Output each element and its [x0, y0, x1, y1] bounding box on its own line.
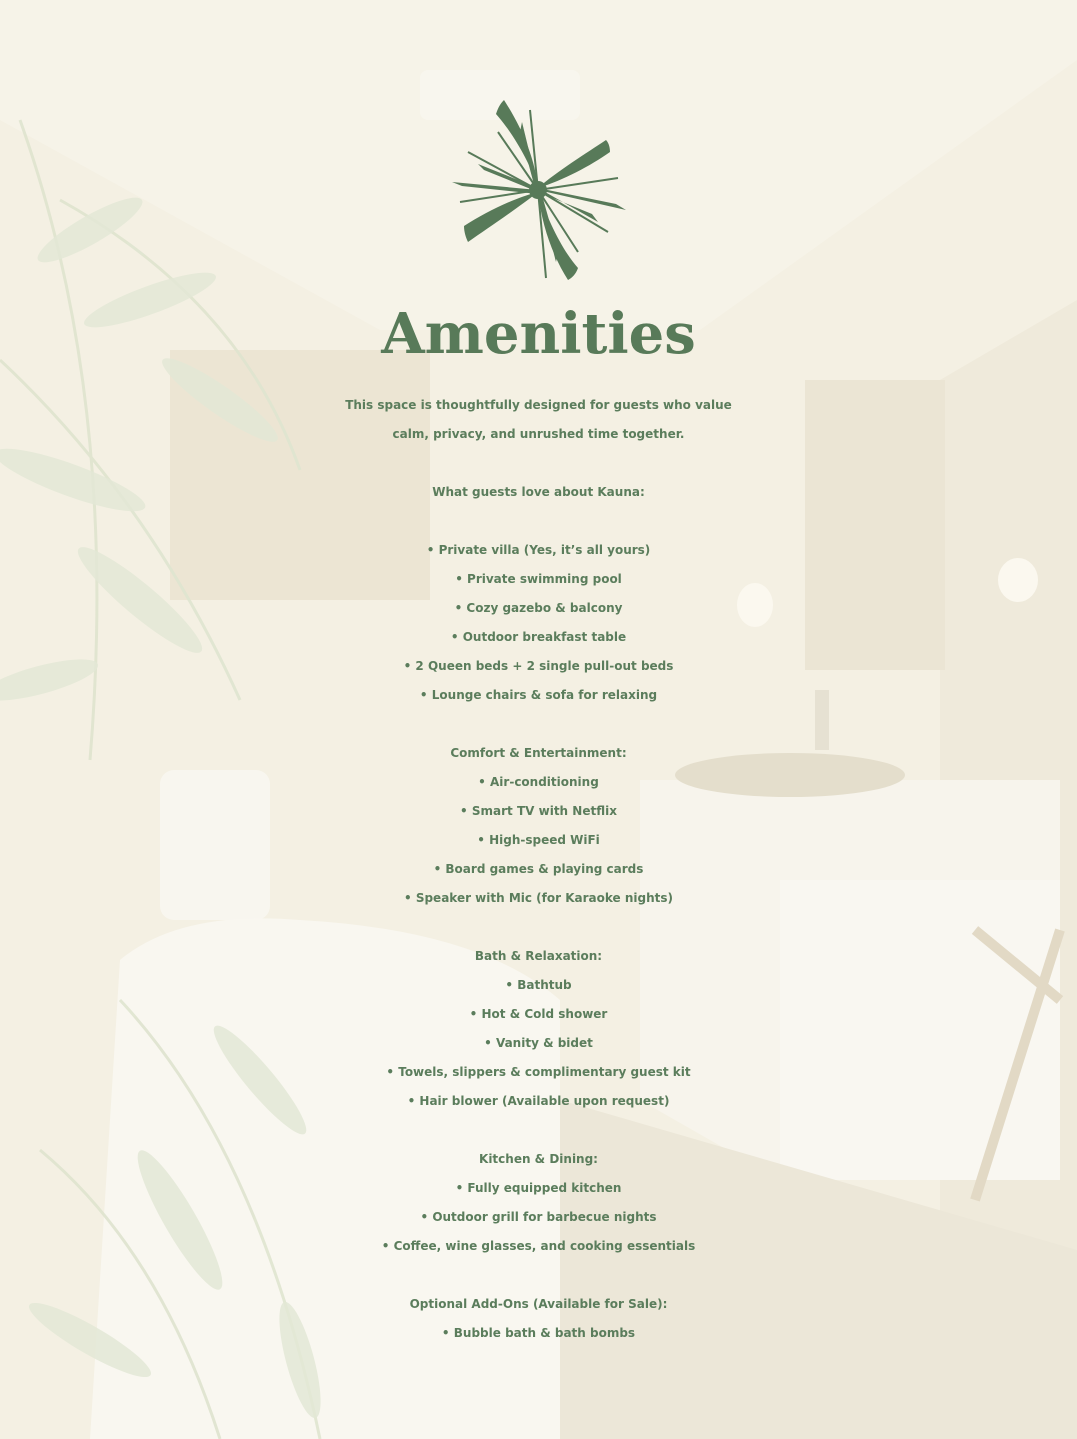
amenity-item: • Vanity & bidet — [484, 1036, 593, 1050]
amenity-item: • High-speed WiFi — [477, 833, 600, 847]
spacer — [0, 1261, 1077, 1290]
spacer — [0, 507, 1077, 536]
amenity-item: • Hot & Cold shower — [469, 1007, 608, 1021]
amenity-item: • 2 Queen beds + 2 single pull-out beds — [403, 659, 674, 673]
amenity-item: • Fully equipped kitchen — [455, 1181, 622, 1195]
amenity-section — [0, 942, 1077, 1145]
amenity-sections — [0, 478, 1077, 1348]
section-heading: What guests love about Kauna: — [432, 485, 645, 499]
amenity-item: • Bathtub — [505, 978, 572, 992]
amenity-item: • Hair blower (Available upon request) — [407, 1094, 670, 1108]
spacer — [0, 1116, 1077, 1145]
amenity-item: • Air-conditioning — [478, 775, 599, 789]
amenity-item: • Outdoor grill for barbecue nights — [420, 1210, 657, 1224]
amenity-section — [0, 1290, 1077, 1348]
spacer — [0, 710, 1077, 739]
amenity-item: • Speaker with Mic (for Karaoke nights) — [403, 891, 674, 905]
amenity-item: • Bubble bath & bath bombs — [441, 1326, 636, 1340]
section-heading: Optional Add-Ons (Available for Sale): — [409, 1297, 668, 1311]
amenity-item: • Coffee, wine glasses, and cooking essentials — [381, 1239, 696, 1253]
amenity-item: • Outdoor breakfast table — [450, 630, 627, 644]
amenity-section — [0, 478, 1077, 739]
amenity-item: • Cozy gazebo & balcony — [454, 601, 623, 615]
amenity-item: • Towels, slippers & complimentary guest kit — [386, 1065, 691, 1079]
amenity-item: • Private swimming pool — [455, 572, 622, 586]
intro-line: This space is thoughtfully designed for guests who value — [345, 398, 732, 412]
amenity-item: • Smart TV with Netflix — [460, 804, 617, 818]
spacer — [0, 449, 1077, 478]
intro-line: calm, privacy, and unrushed time together. — [392, 427, 685, 441]
amenity-item: • Private villa (Yes, it’s all yours) — [426, 543, 651, 557]
amenity-section — [0, 1145, 1077, 1290]
palm-leaf-logo-icon — [438, 92, 638, 292]
section-heading: Kitchen & Dining: — [479, 1152, 598, 1166]
section-heading: Bath & Relaxation: — [474, 949, 603, 963]
amenities-text — [0, 391, 1077, 1348]
section-heading: Comfort & Entertainment: — [450, 746, 627, 760]
amenity-section — [0, 739, 1077, 942]
page-title: Amenities — [381, 301, 696, 367]
amenity-item: • Lounge chairs & sofa for relaxing — [419, 688, 658, 702]
spacer — [0, 913, 1077, 942]
amenity-item: • Board games & playing cards — [433, 862, 644, 876]
